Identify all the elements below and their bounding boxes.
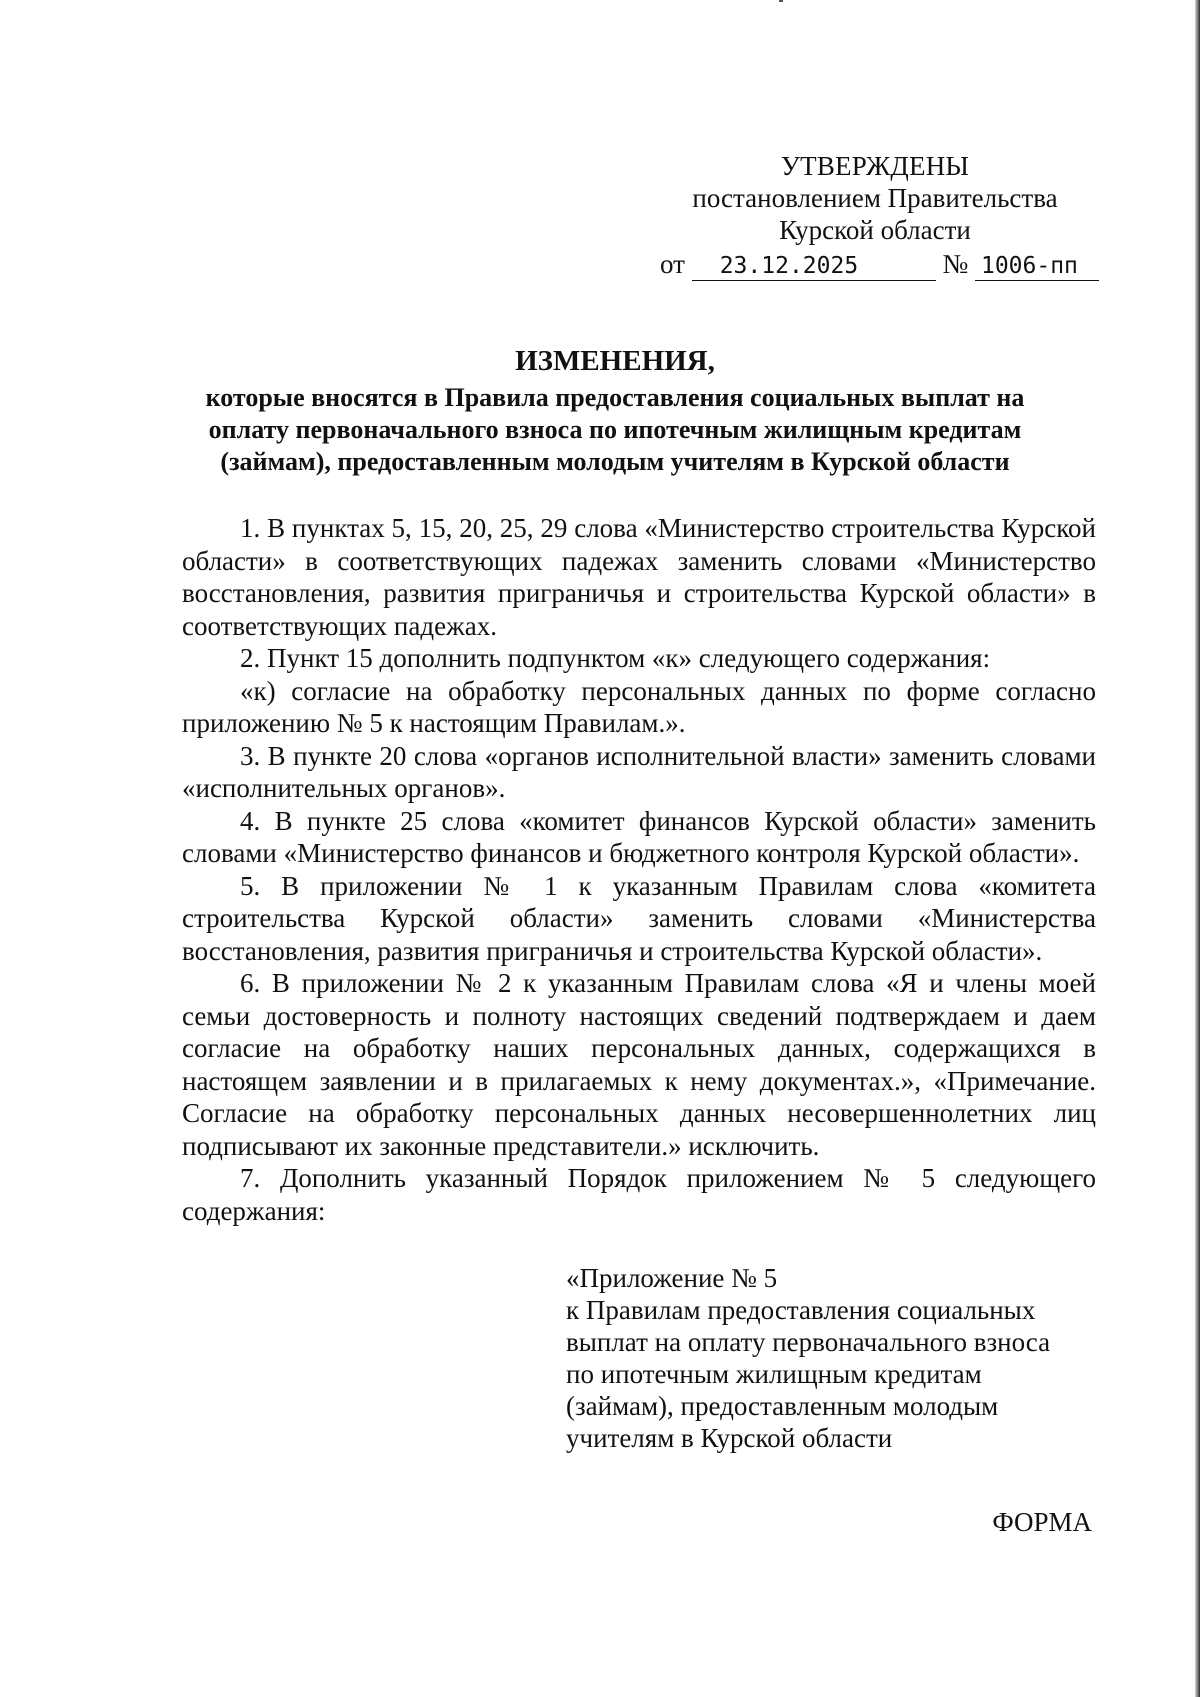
paragraph-4: 4. В пункте 25 слова «комитет финансов Курской области» заменить словами «Министерство финансов и бюджетного контроля Курской области». — [182, 805, 1096, 868]
approval-date-line — [660, 248, 1090, 281]
appendix-block — [566, 1262, 1086, 1454]
document-body — [182, 512, 1096, 1227]
approval-date: 23.12.2025 — [692, 252, 936, 281]
heading-sub-line-1: которые вносятся в Правила предоставления социальных выплат на — [205, 383, 1025, 412]
heading-sub-line-3: (займам), предоставленным молодым учителям в Курской области — [220, 447, 1010, 476]
approval-number: 1006-пп — [975, 252, 1099, 281]
appendix-line-3: выплат на оплату первоначального взноса — [566, 1327, 1051, 1357]
approval-block — [660, 150, 1090, 281]
paragraph-1: 1. В пунктах 5, 15, 20, 25, 29 слова «Министерство строительства Курской области» в соответствующих падежах заменить словами «Министерство восстановления, развития приграничья и строительства Курской области» в соответствующих падежах. — [182, 513, 1096, 641]
paragraph-7: 7. Дополнить указанный Порядок приложением № 5 следующего содержания: — [182, 1163, 1096, 1226]
appendix-line-2: к Правилам предоставления социальных — [566, 1295, 1036, 1325]
appendix-line-4: по ипотечным жилищным кредитам — [566, 1359, 982, 1389]
approval-title: УТВЕРЖДЕНЫ — [780, 151, 970, 181]
heading-sub-line-2: оплату первоначального взноса по ипотечным жилищным кредитам — [208, 415, 1022, 444]
paragraph-2: 2. Пункт 15 дополнить подпунктом «к» следующего содержания: — [240, 643, 991, 673]
forma-label: ФОРМА — [992, 1507, 1092, 1537]
date-prefix: от — [660, 249, 685, 279]
number-prefix: № — [942, 249, 969, 279]
scan-artifact — [779, 0, 783, 2]
heading-main: ИЗМЕНЕНИЯ, — [515, 345, 715, 377]
appendix-line-5: (займам), предоставленным молодым — [566, 1391, 999, 1421]
paragraph-5: 5. В приложении № 1 к указанным Правилам слова «комитета строительства Курской области» заменить словами «Министерства восстановления, развития приграничья и строительства Курской области». — [182, 870, 1096, 966]
paragraph-3: 3. В пункте 20 слова «органов исполнительной власти» заменить словами «исполнительных органов». — [182, 740, 1096, 803]
approval-line-1: постановлением Правительства — [692, 183, 1058, 213]
paragraph-6: 6. В приложении № 2 к указанным Правилам слова «Я и члены моей семьи достоверность и полноту настоящих сведений подтверждаем и даем согласие на обработку наших персональных данных, содержащихся в настоящем заявлении и в прилагаемых к нему документах.», «Примечание. Согласие на обработку персональных данных несовершеннолетних лиц подписывают их законные представители.» исключить. — [182, 968, 1096, 1161]
appendix-line-1: «Приложение № 5 — [566, 1263, 778, 1293]
appendix-line-6: учителям в Курской области — [566, 1423, 893, 1453]
paragraph-2-k: «к) согласие на обработку персональных данных по форме согласно приложению № 5 к настоящим Правилам.». — [182, 675, 1096, 738]
document-heading — [150, 344, 1080, 478]
scan-edge — [1195, 0, 1200, 1697]
approval-line-2: Курской области — [779, 215, 971, 245]
